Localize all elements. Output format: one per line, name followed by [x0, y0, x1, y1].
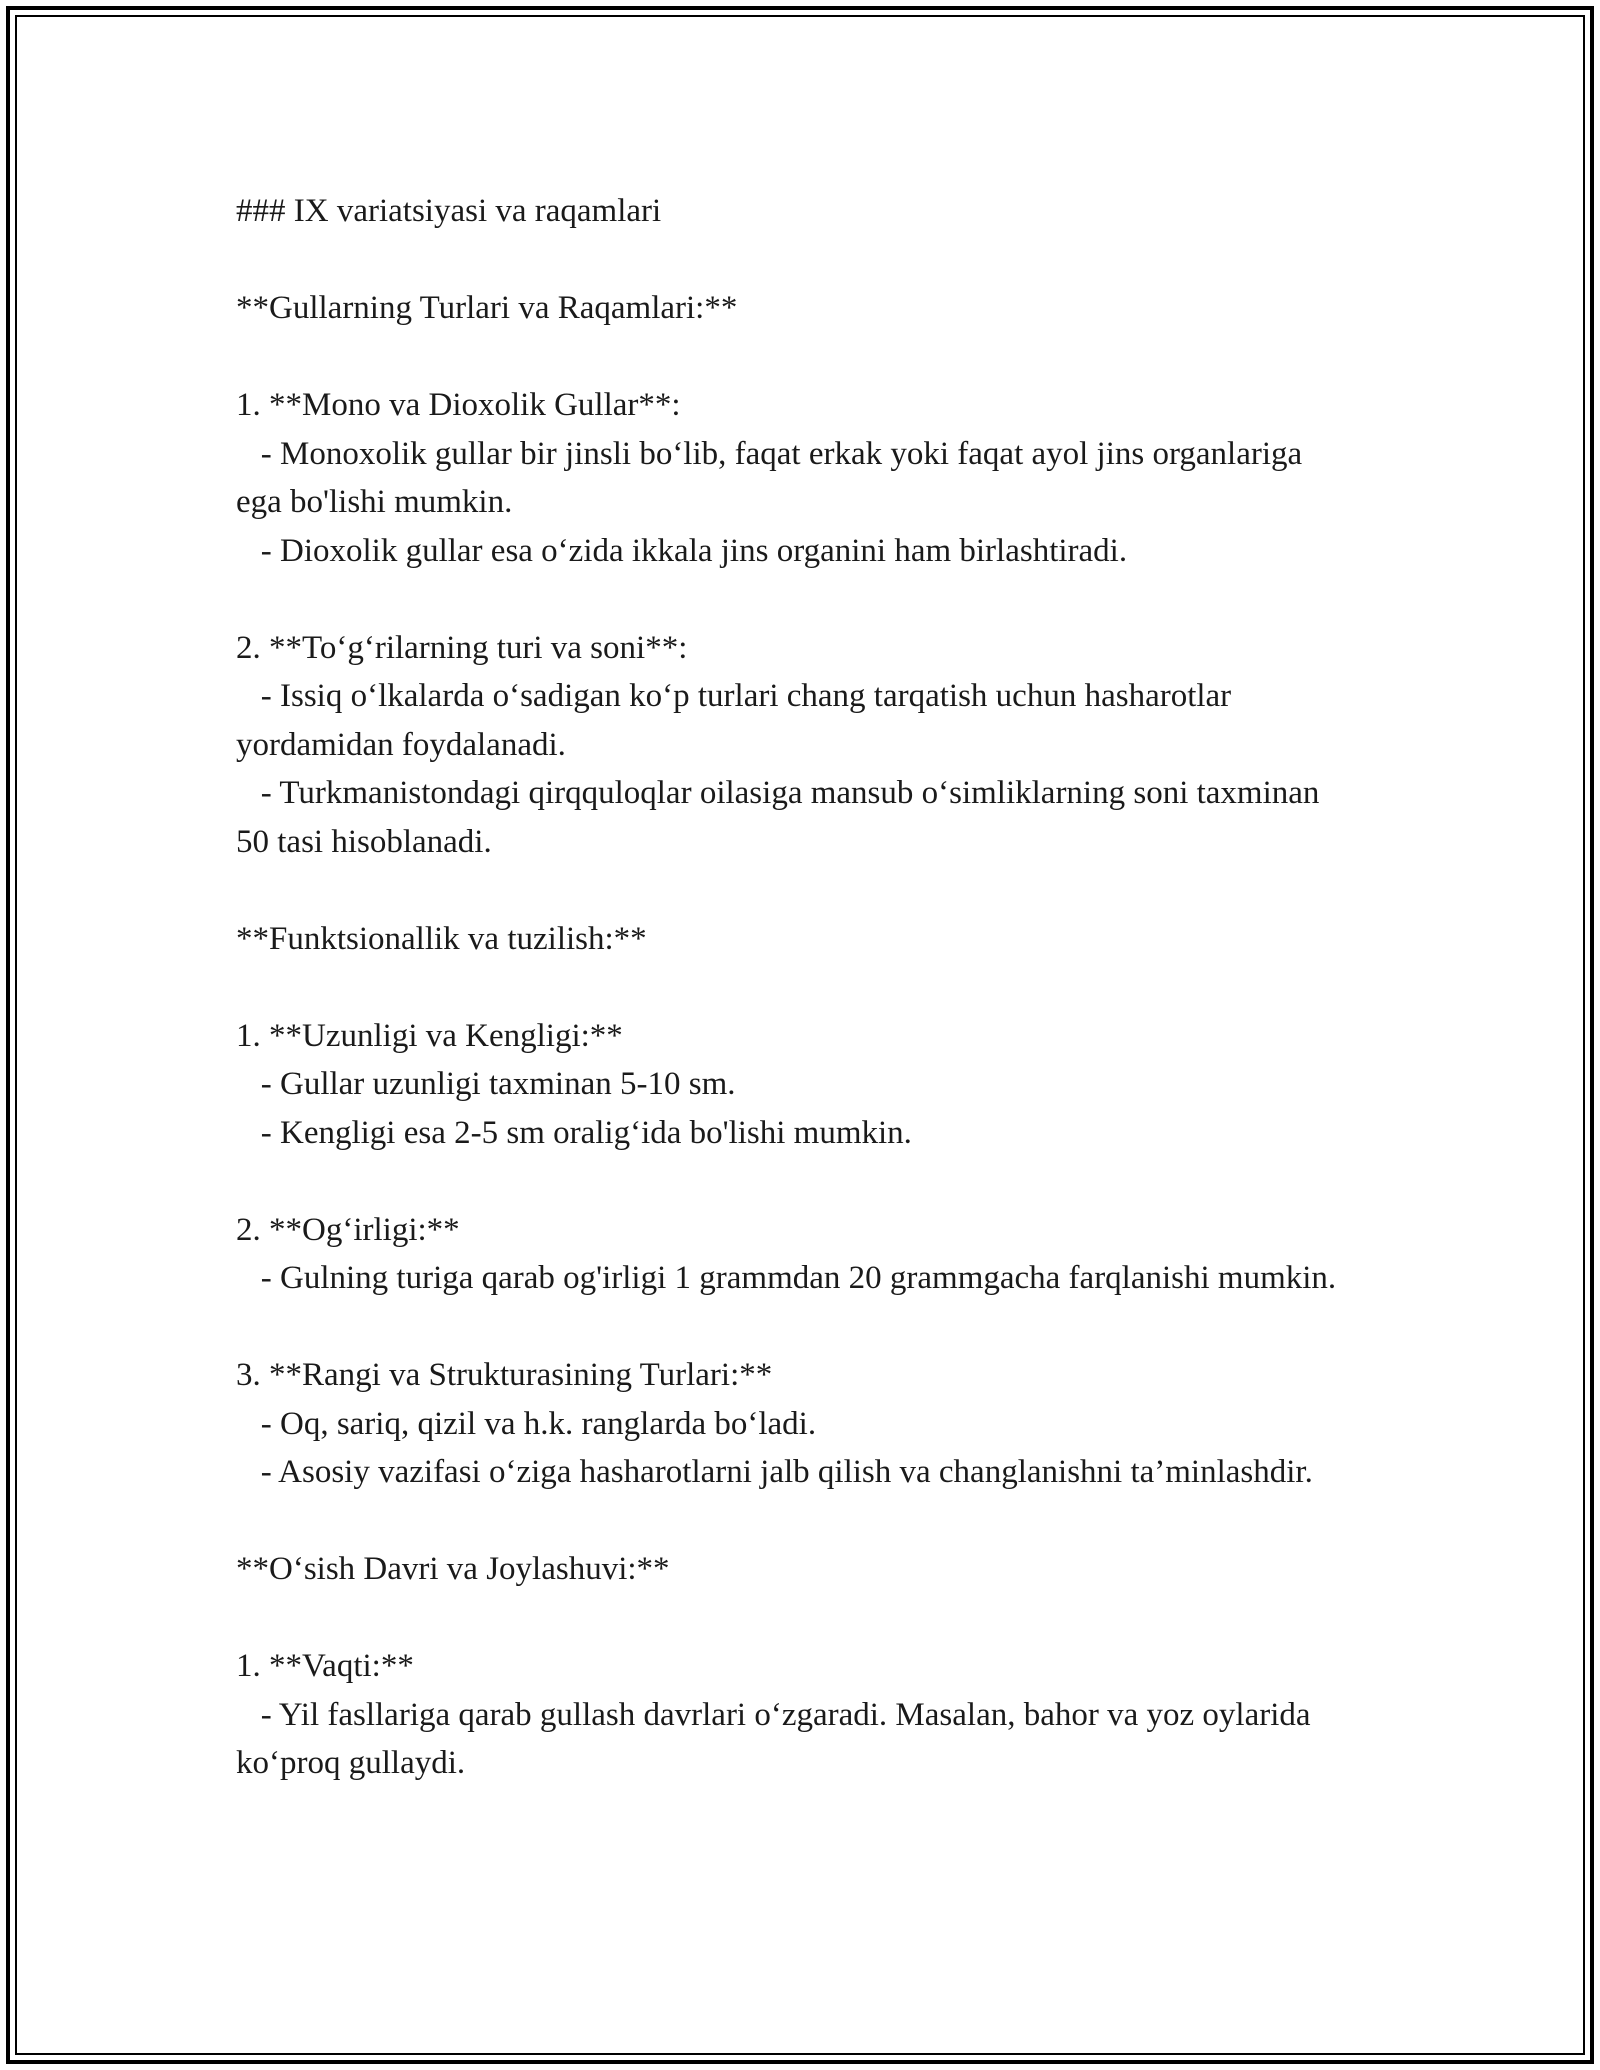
list-item-heading: 2. **Og‘irligi:**	[236, 1211, 460, 1248]
list-item-heading: 1. **Uzunligi va Kengligi:**	[236, 1017, 623, 1054]
section-heading: **Funktsionallik va tuzilish:**	[236, 920, 647, 957]
list-item-heading: 3. **Rangi va Strukturasining Turlari:**	[236, 1357, 773, 1393]
list-item-heading: 1. **Mono va Dioxolik Gullar**:	[236, 387, 681, 423]
list-item-text: - Issiq o‘lkalarda o‘sadigan ko‘p turlari chang tarqatish uchun hasharotlar yordamidan foydalanadi.	[236, 678, 1240, 763]
blank-line	[236, 575, 1356, 624]
heading-line: ### IX variatsiyasi va raqamlari	[236, 193, 662, 229]
blank-line	[236, 866, 1356, 915]
blank-line	[236, 1497, 1356, 1546]
list-item-text: - Gullar uzunligi taxminan 5-10 sm.	[236, 1066, 736, 1102]
section-heading: **Gullarning Turlari va Raqamlari:**	[236, 290, 738, 326]
list-item-text: - Yil fasllariga qarab gullash davrlari o‘zgaradi. Masalan, bahor va yoz oylarida ko‘proq gullaydi.	[236, 1696, 1319, 1781]
blank-line	[236, 1594, 1356, 1643]
blank-line	[236, 236, 1356, 285]
blank-line	[236, 1303, 1356, 1352]
list-item-heading: 1. **Vaqti:**	[236, 1648, 414, 1684]
list-item-text: - Dioxolik gullar esa o‘zida ikkala jins organini ham birlashtiradi.	[236, 532, 1128, 569]
list-item-text: - Gulning turiga qarab og'irligi 1 grammdan 20 grammgacha farqlanishi mumkin.	[236, 1260, 1337, 1296]
list-item-text: - Monoxolik gullar bir jinsli bo‘lib, faqat erkak yoki faqat ayol jins organlariga ega bo'lishi mumkin.	[236, 435, 1311, 520]
list-item-text: - Asosiy vazifasi o‘ziga hasharotlarni jalb qilish va changlanishni ta’minlashdir.	[236, 1454, 1313, 1490]
list-item-text: - Oq, sariq, qizil va h.k. ranglarda bo‘ladi.	[236, 1405, 817, 1442]
section-heading: **O‘sish Davri va Joylashuvi:**	[236, 1551, 670, 1587]
blank-line	[236, 333, 1356, 382]
list-item-text: - Turkmanistondagi qirqquloqlar oilasiga mansub o‘simliklarning soni taxminan 50 tasi hisoblanadi.	[236, 775, 1328, 860]
list-item-heading: 2. **To‘g‘rilarning turi va soni**:	[236, 629, 688, 666]
blank-line	[236, 1157, 1356, 1206]
list-item-text: - Kengligi esa 2-5 sm oralig‘ida bo'lishi mumkin.	[236, 1114, 912, 1151]
document-body	[236, 187, 1356, 1788]
blank-line	[236, 963, 1356, 1012]
